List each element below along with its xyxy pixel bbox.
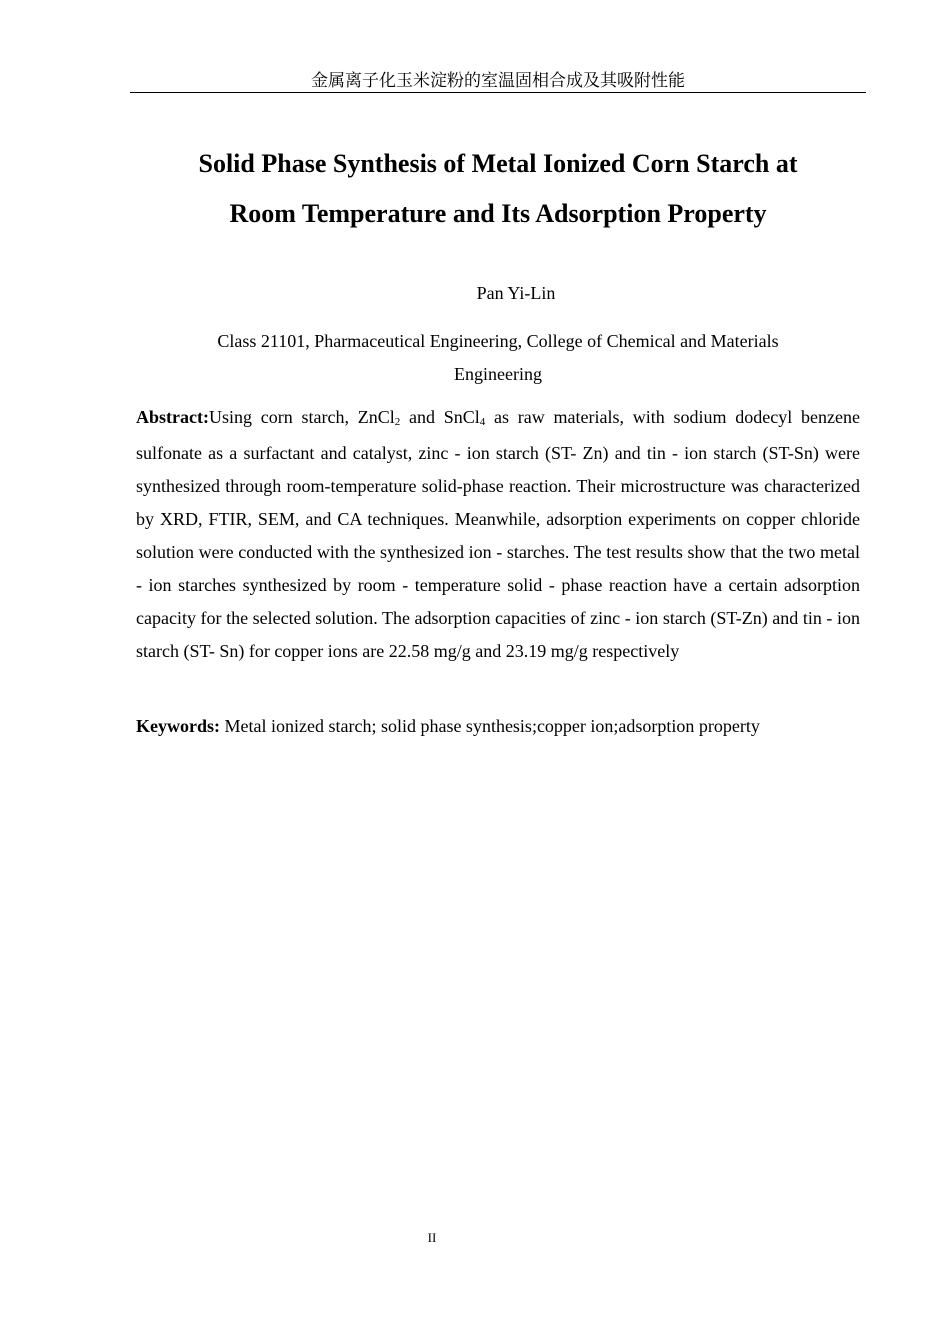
author-name: Pan Yi-Lin [476, 283, 556, 303]
page-number: II [427, 1230, 437, 1245]
paper-title-line-1: Solid Phase Synthesis of Metal Ionized Corn Starch at [198, 149, 798, 178]
paper-title-line-2: Room Temperature and Its Adsorption Property [229, 199, 767, 228]
abstract-subscript-1: 2 [394, 416, 401, 428]
affiliation-line-2: Engineering [454, 364, 542, 384]
abstract-subscript-2: 4 [479, 416, 486, 428]
abstract-text-1: Using corn starch, ZnCl [208, 407, 395, 427]
running-header-title: 金属离子化玉米淀粉的室温固相合成及其吸附性能 [311, 71, 685, 91]
affiliation-line-1: Class 21101, Pharmaceutical Engineering, College of Chemical and Materials [217, 331, 779, 351]
abstract-text-3: as raw materials, with sodium dodecyl benzene sulfonate as a surfactant and catalyst, zinc - ion starch (ST- Zn) and tin - ion starch (ST-Sn) were synthesized through room-temperature solid-phase reaction. Their microstructure was characterized by XRD, FTIR, SEM, and CA techniques. Meanwhile, adsorption experiments on copper chloride solution were conducted with the synthesized ion - starches. The test results show that the two metal - ion starches synthesized by room - temperature solid - phase reaction have a certain adsorption capacity for the selected solution. The adsorption capacities of zinc - ion starch (ST-Zn) and tin - ion starch (ST- Sn) for copper ions are 22.58 mg/g and 23.19 mg/g respectively [136, 407, 860, 661]
keywords-text: Metal ionized starch; solid phase synthesis;copper ion;adsorption property [220, 716, 760, 736]
paper-title [136, 139, 860, 239]
abstract-text-2: and SnCl [400, 407, 480, 427]
keywords-paragraph [136, 710, 860, 743]
abstract-label: Abstract: [136, 407, 209, 427]
keywords-label: Keywords: [136, 716, 220, 736]
abstract-paragraph [136, 401, 860, 668]
running-header [130, 70, 866, 93]
author-affiliation [200, 325, 796, 391]
